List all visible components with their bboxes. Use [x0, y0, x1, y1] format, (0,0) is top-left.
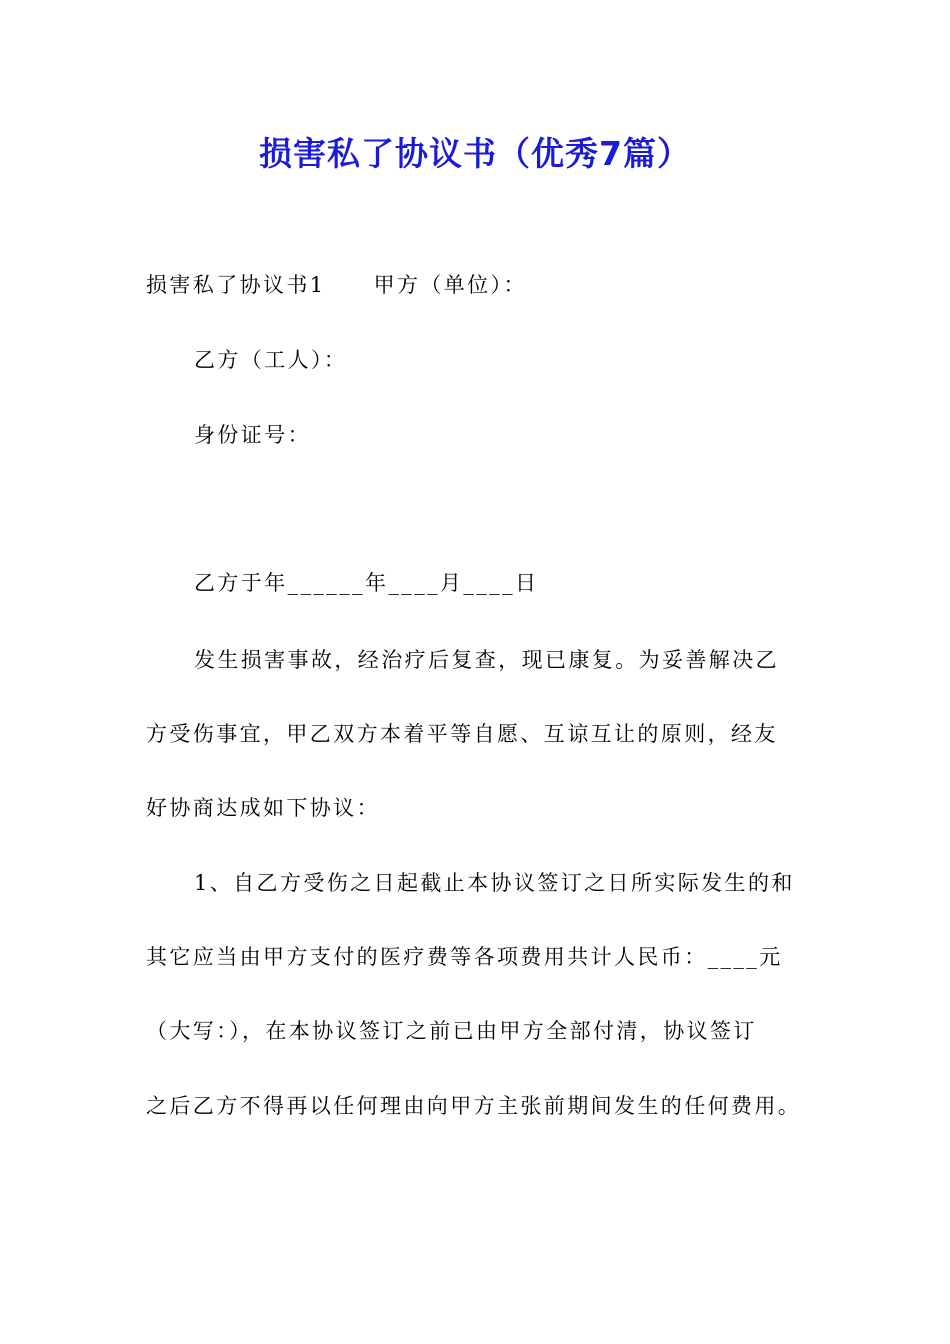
paragraph-line: 方受伤事宜，甲乙双方本着平等自愿、互谅互让的原则，经友 [146, 722, 778, 746]
document-title: 损害私了协议书（优秀7篇） [259, 134, 691, 173]
paragraph-line: 发生损害事故，经治疗后复查，现已康复。为妥善解决乙 [194, 648, 779, 672]
section-heading: 损害私了协议书1 [146, 273, 326, 297]
paragraph-line: 好协商达成如下协议： [146, 796, 380, 820]
party-b-label: 乙方（工人）： [194, 348, 348, 372]
party-a-label: 甲方（单位）： [373, 273, 527, 297]
accident-date-line: 乙方于年______年____月____日 [194, 571, 539, 595]
clause-line: 其它应当由甲方支付的医疗费等各项费用共计人民币：____元 [146, 945, 783, 969]
clause-line: 之后乙方不得再以任何理由向甲方主张前期间发生的任何费用。 [146, 1094, 802, 1118]
clause-line: （大写：），在本协议签订之前已由甲方全部付清，协议签订 [146, 1019, 757, 1043]
section-heading-line [146, 270, 816, 300]
id-number-label: 身份证号： [194, 423, 311, 447]
clause-line: 1、自乙方受伤之日起截止本协议签订之日所实际发生的和 [194, 871, 795, 895]
